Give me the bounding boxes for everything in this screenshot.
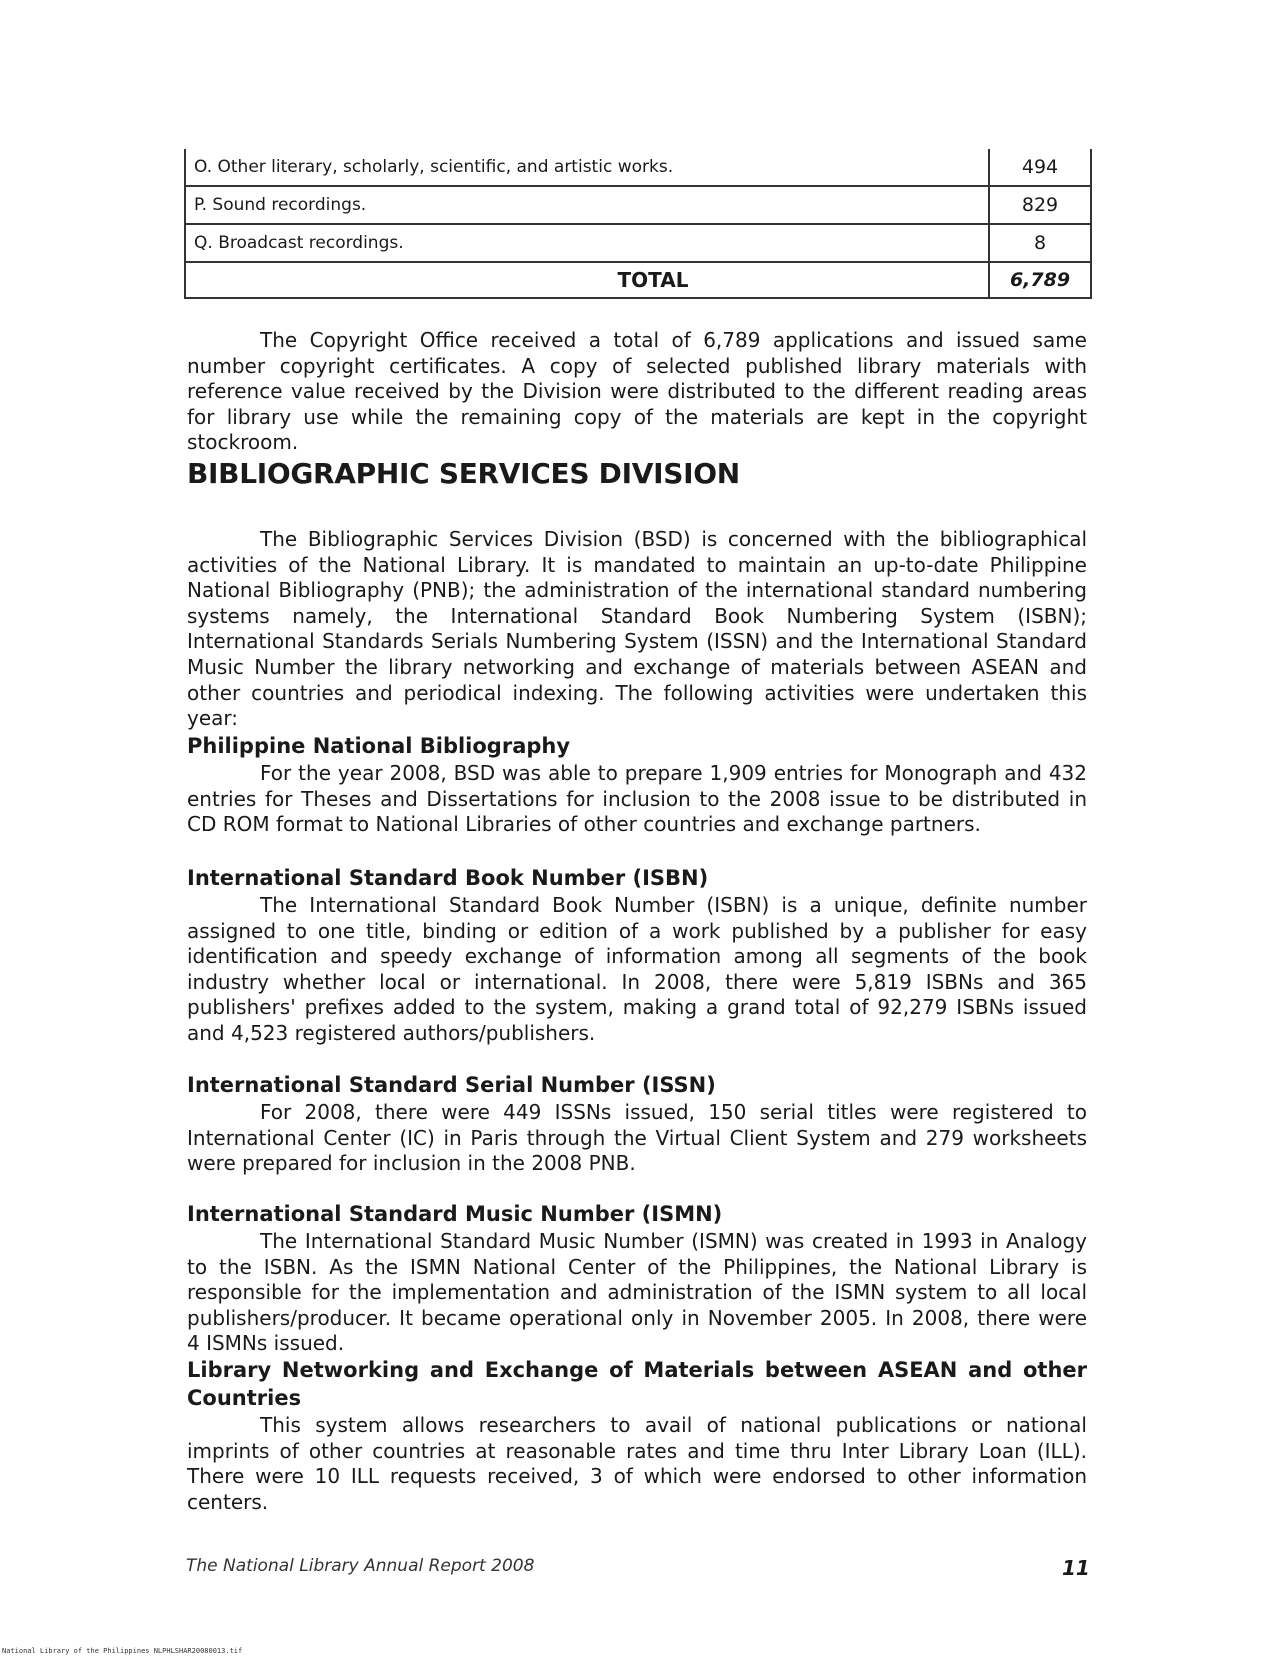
table-row bbox=[185, 186, 1091, 224]
footer-title: The National Library Annual Report 2008 bbox=[186, 1556, 535, 1576]
ismn-heading: International Standard Music Number (ISMN) bbox=[187, 1202, 723, 1226]
table-row bbox=[185, 224, 1091, 262]
table-total-row bbox=[185, 262, 1091, 298]
row-value: 494 bbox=[989, 149, 1091, 186]
pnb-heading: Philippine National Bibliography bbox=[187, 734, 571, 758]
copyright-paragraph: The Copyright Office received a total of 6,789 applications and issued same number copyright certificates. A copy of selected published library materials with reference value received by the Division were distributed to the different reading areas for library use while the remaining copy of the materials are kept in the copyright stockroom. bbox=[187, 328, 1087, 455]
row-label: O. Other literary, scholarly, scientific, and artistic works. bbox=[185, 149, 989, 186]
copyright-table bbox=[184, 149, 1092, 299]
total-label: TOTAL bbox=[185, 262, 989, 298]
table-row bbox=[185, 149, 1091, 186]
isbn-paragraph: The International Standard Book Number (ISBN) is a unique, definite number assigned to one title, binding or edition of a work published by a publisher for easy identification and speedy exchange of information among all segments of the book industry whether local or international. In 2008, there were 5,819 ISBNs and 365 publishers' prefixes added to the system, making a grand total of 92,279 ISBNs issued and 4,523 registered authors/publishers. bbox=[187, 893, 1087, 1045]
row-value: 829 bbox=[989, 186, 1091, 224]
scan-caption: National Library of the Philippines NLPHLSHAR20080013.tif bbox=[2, 1647, 243, 1655]
ismn-paragraph: The International Standard Music Number (ISMN) was created in 1993 in Analogy to the ISBN. As the ISMN National Center of the Philippines, the National Library is responsible for the implementation and administration of the ISMN system to all local publishers/producer. It became operational only in November 2005. In 2008, there were 4 ISMNs issued. bbox=[187, 1229, 1087, 1356]
row-label: P. Sound recordings. bbox=[185, 186, 989, 224]
asean-heading: Library Networking and Exchange of Materials between ASEAN and other Countries bbox=[187, 1358, 1087, 1410]
row-label: Q. Broadcast recordings. bbox=[185, 224, 989, 262]
total-value: 6,789 bbox=[989, 262, 1091, 298]
row-value: 8 bbox=[989, 224, 1091, 262]
isbn-heading: International Standard Book Number (ISBN) bbox=[187, 866, 709, 890]
bsd-heading: BIBLIOGRAPHIC SERVICES DIVISION bbox=[187, 457, 740, 490]
pnb-paragraph: For the year 2008, BSD was able to prepare 1,909 entries for Monograph and 432 entries for Theses and Dissertations for inclusion to the 2008 issue to be distributed in CD ROM format to National Libraries of other countries and exchange partners. bbox=[187, 761, 1087, 837]
issn-heading: International Standard Serial Number (ISSN) bbox=[187, 1073, 716, 1097]
asean-paragraph: This system allows researchers to avail of national publications or national imprints of other countries at reasonable rates and time thru Inter Library Loan (ILL). There were 10 ILL requests received, 3 of which were endorsed to other information centers. bbox=[187, 1413, 1087, 1514]
issn-paragraph: For 2008, there were 449 ISSNs issued, 150 serial titles were registered to International Center (IC) in Paris through the Virtual Client System and 279 worksheets were prepared for inclusion in the 2008 PNB. bbox=[187, 1100, 1087, 1176]
page-number: 11 bbox=[1062, 1556, 1090, 1580]
bsd-intro-paragraph: The Bibliographic Services Division (BSD) is concerned with the bibliographical activities of the National Library. It is mandated to maintain an up-to-date Philippine National Bibliography (PNB); the administration of the international standard numbering systems namely, the International Standard Book Numbering System (ISBN); International Standards Serials Numbering System (ISSN) and the International Standard Music Number the library networking and exchange of materials between ASEAN and other countries and periodical indexing. The following activities were undertaken this year: bbox=[187, 527, 1087, 731]
